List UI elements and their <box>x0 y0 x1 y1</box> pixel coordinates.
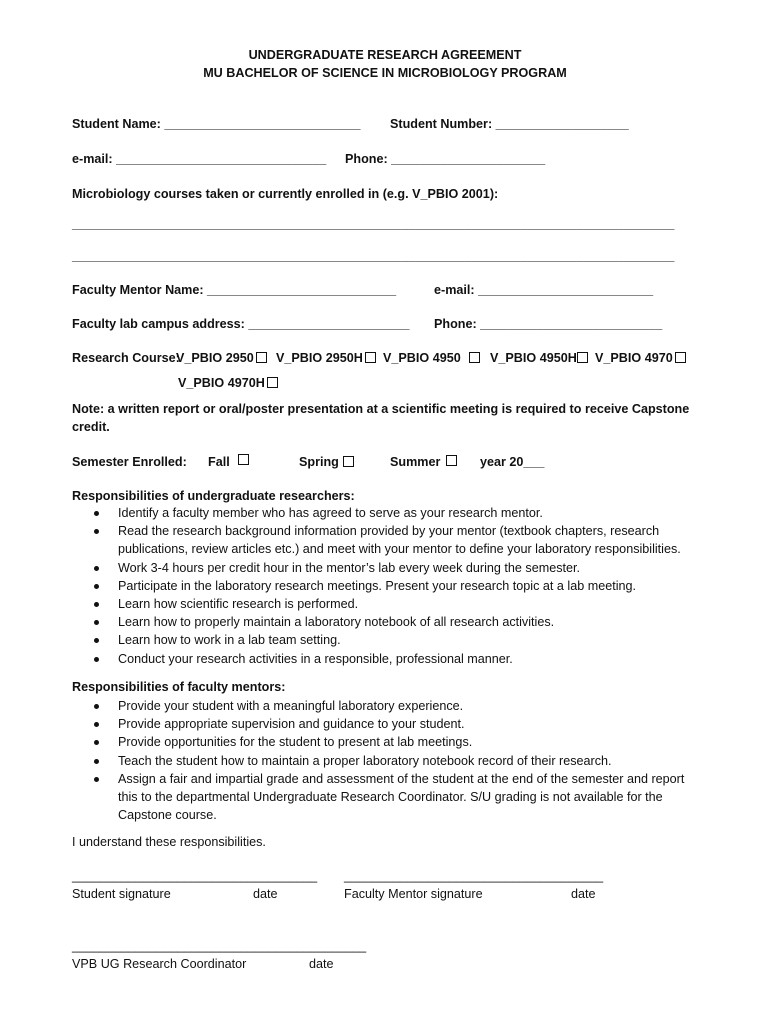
semester-label: Semester Enrolled: <box>72 455 187 469</box>
courses-line-1[interactable]: ______________________________________________________________________________________ <box>72 217 675 231</box>
acknowledgement-text: I understand these responsibilities. <box>72 835 266 849</box>
list-item: Identify a faculty member who has agreed to serve as your research mentor. <box>90 504 700 522</box>
bullet-icon <box>94 722 99 727</box>
coordinator-date-label: date <box>309 957 334 971</box>
checkbox-4970[interactable] <box>675 352 686 363</box>
mentor-email-field[interactable]: e-mail: _________________________ <box>434 283 654 297</box>
mentor-date-label: date <box>571 887 596 901</box>
mentor-signature-line[interactable]: _____________________________________ <box>344 869 604 883</box>
checkbox-4950h[interactable] <box>577 352 588 363</box>
coordinator-signature-line[interactable]: __________________________________________ <box>72 939 367 953</box>
student-responsibilities-list <box>90 504 700 668</box>
checkbox-2950h[interactable] <box>365 352 376 363</box>
student-phone-field[interactable]: Phone: ______________________ <box>345 152 546 166</box>
bullet-icon <box>94 740 99 745</box>
mentor-signature-label: Faculty Mentor signature <box>344 887 483 901</box>
research-course-label: Research Course: <box>72 351 180 365</box>
bullet-icon <box>94 511 99 516</box>
mentor-phone-field[interactable]: Phone: __________________________ <box>434 317 663 331</box>
list-item: Conduct your research activities in a responsible, professional manner. <box>90 650 700 668</box>
summer-label: Summer <box>390 455 441 469</box>
list-item: Teach the student how to maintain a proper laboratory notebook record of their research. <box>90 752 700 770</box>
fall-label: Fall <box>208 455 230 469</box>
option-label-4950h: V_PBIO 4950H <box>490 351 577 365</box>
courses-line-2[interactable]: ______________________________________________________________________________________ <box>72 249 675 263</box>
option-label-4970h: V_PBIO 4970H <box>178 376 265 390</box>
spring-label: Spring <box>299 455 339 469</box>
list-item: Participate in the laboratory research meetings. Present your research topic at a lab meeting. <box>90 577 700 595</box>
bullet-icon <box>94 620 99 625</box>
bullet-icon <box>94 529 99 534</box>
bullet-icon <box>94 759 99 764</box>
checkbox-4970h[interactable] <box>267 377 278 388</box>
fall-checkbox[interactable] <box>238 454 249 465</box>
bullet-icon <box>94 638 99 643</box>
document-title: UNDERGRADUATE RESEARCH AGREEMENT <box>248 48 522 62</box>
checkbox-4950[interactable] <box>469 352 480 363</box>
student-number-field[interactable]: Student Number: ___________________ <box>390 117 629 131</box>
list-item: Learn how to properly maintain a laboratory notebook of all research activities. <box>90 613 700 631</box>
list-item: Learn how to work in a lab team setting. <box>90 631 700 649</box>
year-field[interactable]: year 20___ <box>480 455 545 469</box>
bullet-icon <box>94 777 99 782</box>
list-item: Provide appropriate supervision and guidance to your student. <box>90 715 700 733</box>
list-item: Provide opportunities for the student to present at lab meetings. <box>90 733 700 751</box>
list-item: Provide your student with a meaningful laboratory experience. <box>90 697 700 715</box>
list-item: Read the research background information provided by your mentor (textbook chapters, research publications, review articles etc.) and meet with your mentor to define your laboratory responsibilities. <box>90 522 700 558</box>
bullet-icon <box>94 602 99 607</box>
checkbox-2950[interactable] <box>256 352 267 363</box>
mentor-name-field[interactable]: Faculty Mentor Name: ___________________________ <box>72 283 397 297</box>
spring-checkbox[interactable] <box>343 456 354 467</box>
mentor-responsibilities-list <box>90 697 700 824</box>
coordinator-signature-label: VPB UG Research Coordinator <box>72 957 247 971</box>
option-label-4970: V_PBIO 4970 <box>595 351 673 365</box>
bullet-icon <box>94 566 99 571</box>
student-signature-line[interactable]: ___________________________________ <box>72 869 318 883</box>
student-name-field[interactable]: Student Name: ____________________________ <box>72 117 361 131</box>
document-subtitle: MU BACHELOR OF SCIENCE IN MICROBIOLOGY PROGRAM <box>203 66 567 80</box>
option-label-4950: V_PBIO 4950 <box>383 351 461 365</box>
courses-label: Microbiology courses taken or currently enrolled in (e.g. V_PBIO 2001): <box>72 187 499 201</box>
student-email-field[interactable]: e-mail: ______________________________ <box>72 152 327 166</box>
capstone-note: Note: a written report or oral/poster presentation at a scientific meeting is required to receive Capstone credit. <box>72 402 690 434</box>
option-label-2950h: V_PBIO 2950H <box>276 351 363 365</box>
list-item: Learn how scientific research is performed. <box>90 595 700 613</box>
mentor-responsibilities-heading: Responsibilities of faculty mentors: <box>72 680 286 694</box>
student-responsibilities-heading: Responsibilities of undergraduate researchers: <box>72 489 355 503</box>
bullet-icon <box>94 584 99 589</box>
student-signature-label: Student signature <box>72 887 171 901</box>
bullet-icon <box>94 704 99 709</box>
mentor-address-field[interactable]: Faculty lab campus address: _______________________ <box>72 317 410 331</box>
student-date-label: date <box>253 887 278 901</box>
list-item: Assign a fair and impartial grade and assessment of the student at the end of the semester and report this to the departmental Undergraduate Research Coordinator. S/U grading is not available for the Capstone course. <box>90 770 700 825</box>
option-label-2950: V_PBIO 2950 <box>176 351 254 365</box>
summer-checkbox[interactable] <box>446 455 457 466</box>
list-item: Work 3-4 hours per credit hour in the mentor’s lab every week during the semester. <box>90 559 700 577</box>
bullet-icon <box>94 657 99 662</box>
